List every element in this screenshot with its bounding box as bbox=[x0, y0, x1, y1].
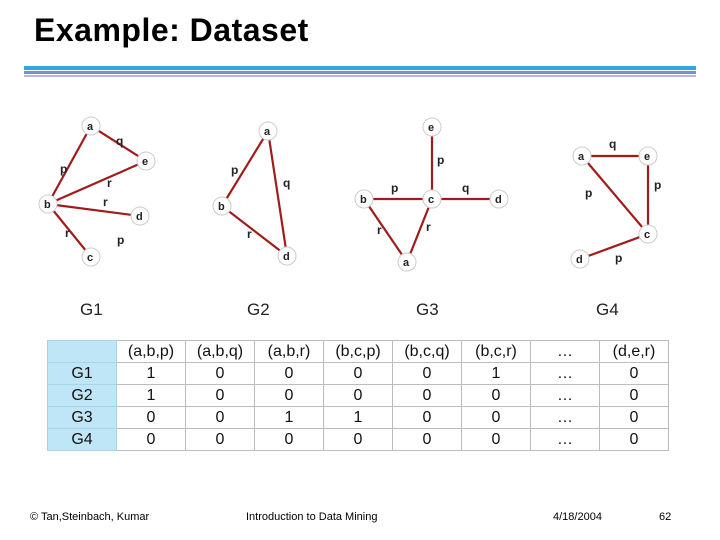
table-cell: 0 bbox=[186, 385, 255, 407]
table-cell: 0 bbox=[600, 407, 669, 429]
edge-a-d bbox=[268, 131, 287, 256]
edge-label-p: p bbox=[391, 181, 399, 195]
vertex-label-b: b bbox=[360, 194, 367, 206]
row-label: G1 bbox=[48, 363, 117, 385]
graph-g2 bbox=[213, 122, 296, 319]
vertex-label-a: a bbox=[264, 126, 271, 138]
table-cell: 1 bbox=[255, 407, 324, 429]
row-label: G2 bbox=[48, 385, 117, 407]
edge-label-p: p bbox=[117, 233, 125, 247]
edge-a-b bbox=[48, 126, 91, 204]
vertex-label-d: d bbox=[576, 254, 583, 266]
table-cell: 0 bbox=[324, 385, 393, 407]
column-header: (a,b,r) bbox=[255, 341, 324, 363]
edge-label-q: q bbox=[283, 176, 291, 190]
footer-course: Introduction to Data Mining bbox=[246, 511, 378, 523]
table-cell: 0 bbox=[186, 429, 255, 451]
table-cell: 0 bbox=[600, 429, 669, 451]
table-cell: … bbox=[531, 407, 600, 429]
table-cell: 1 bbox=[117, 363, 186, 385]
table-cell: … bbox=[531, 385, 600, 407]
table-row bbox=[48, 363, 669, 385]
edge-label-q: q bbox=[116, 134, 124, 148]
edge-b-d bbox=[48, 204, 140, 216]
vertex-label-a: a bbox=[87, 121, 94, 133]
table-cell: 0 bbox=[393, 429, 462, 451]
edge-label-r: r bbox=[426, 220, 431, 234]
column-header: (d,e,r) bbox=[600, 341, 669, 363]
column-header: (b,c,r) bbox=[462, 341, 531, 363]
table-cell: 0 bbox=[600, 363, 669, 385]
edge-b-a bbox=[364, 199, 407, 262]
column-header: (b,c,q) bbox=[393, 341, 462, 363]
table-row bbox=[48, 385, 669, 407]
edge-a-b bbox=[222, 131, 268, 206]
table-cell: 0 bbox=[393, 363, 462, 385]
edge-label-p: p bbox=[231, 163, 239, 177]
table-cell: 0 bbox=[117, 407, 186, 429]
edge-label-p: p bbox=[585, 186, 593, 200]
column-header: (a,b,q) bbox=[186, 341, 255, 363]
table-cell: 0 bbox=[117, 429, 186, 451]
graph-label-g4: G4 bbox=[596, 300, 619, 319]
table-cell: 0 bbox=[393, 385, 462, 407]
table-header-row bbox=[48, 341, 669, 363]
column-header: (b,c,p) bbox=[324, 341, 393, 363]
table-cell: 0 bbox=[324, 429, 393, 451]
feature-table-wrap bbox=[47, 340, 669, 451]
edge-d-c bbox=[580, 234, 648, 259]
graph-g4 bbox=[571, 137, 661, 319]
vertex-label-d: d bbox=[283, 251, 290, 263]
edge-label-p: p bbox=[615, 251, 623, 265]
table-cell: 0 bbox=[186, 407, 255, 429]
vertex-label-e: e bbox=[428, 122, 435, 134]
table-cell: 0 bbox=[324, 363, 393, 385]
edge-label-p: p bbox=[437, 153, 445, 167]
vertex-label-c: c bbox=[87, 252, 94, 264]
table-cell: 0 bbox=[462, 429, 531, 451]
table-row bbox=[48, 429, 669, 451]
table-cell: 0 bbox=[462, 407, 531, 429]
slide-title: Example: Dataset bbox=[34, 12, 309, 48]
edge-label-r: r bbox=[65, 226, 70, 240]
vertex-label-d: d bbox=[136, 211, 143, 223]
footer-date: 4/18/2004 bbox=[553, 511, 602, 523]
row-label: G3 bbox=[48, 407, 117, 429]
edge-label-q: q bbox=[462, 181, 470, 195]
footer-page-number: 62 bbox=[659, 511, 672, 523]
table-cell: … bbox=[531, 429, 600, 451]
table-cell: 0 bbox=[255, 385, 324, 407]
table-cell: 0 bbox=[393, 407, 462, 429]
column-header: … bbox=[531, 341, 600, 363]
table-cell: 0 bbox=[255, 429, 324, 451]
vertex-label-b: b bbox=[218, 201, 225, 213]
vertex-label-b: b bbox=[44, 199, 51, 211]
table-cell: 1 bbox=[117, 385, 186, 407]
vertex-label-c: c bbox=[428, 194, 435, 206]
edge-label-p: p bbox=[654, 178, 662, 192]
edge-b-d bbox=[222, 206, 287, 256]
edge-label-q: q bbox=[609, 137, 617, 151]
vertex-label-a: a bbox=[403, 257, 410, 269]
edge-label-r: r bbox=[103, 195, 108, 209]
graph-g1 bbox=[39, 117, 155, 319]
column-header: (a,b,p) bbox=[117, 341, 186, 363]
table-cell: 0 bbox=[600, 385, 669, 407]
vertex-label-a: a bbox=[578, 151, 585, 163]
vertex-label-e: e bbox=[142, 156, 149, 168]
graph-label-g1: G1 bbox=[80, 300, 103, 319]
graph-label-g3: G3 bbox=[416, 300, 439, 319]
graph-label-g2: G2 bbox=[247, 300, 270, 319]
edge-label-p: p bbox=[60, 162, 68, 176]
table-cell: 0 bbox=[462, 385, 531, 407]
table-row bbox=[48, 407, 669, 429]
vertex-label-d: d bbox=[495, 194, 502, 206]
vertex-label-c: c bbox=[644, 229, 651, 241]
table-corner-cell bbox=[48, 341, 117, 363]
feature-table bbox=[47, 340, 669, 451]
edge-label-r: r bbox=[107, 176, 112, 190]
table-cell: 1 bbox=[462, 363, 531, 385]
table-cell: 0 bbox=[186, 363, 255, 385]
row-label: G4 bbox=[48, 429, 117, 451]
edge-label-r: r bbox=[377, 223, 382, 237]
graph-g3 bbox=[355, 118, 508, 319]
edge-label-r: r bbox=[247, 227, 252, 241]
table-cell: 1 bbox=[324, 407, 393, 429]
footer-copyright: © Tan,Steinbach, Kumar bbox=[30, 511, 150, 523]
vertex-label-e: e bbox=[644, 151, 651, 163]
table-cell: 0 bbox=[255, 363, 324, 385]
table-cell: … bbox=[531, 363, 600, 385]
